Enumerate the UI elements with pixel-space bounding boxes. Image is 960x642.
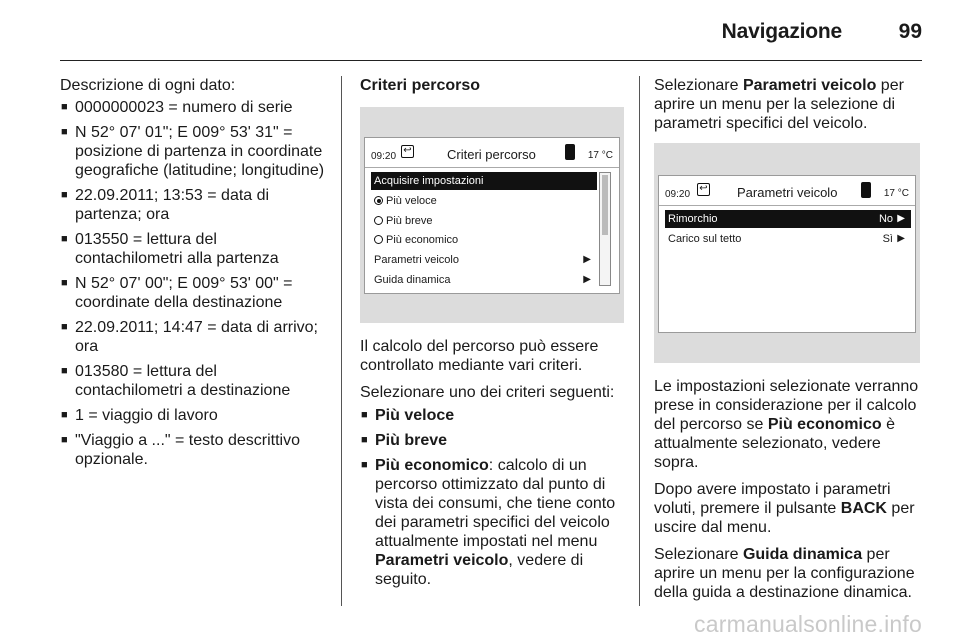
list-item: ■ "Viaggio a ..." = testo descrittivo opzionale. — [60, 431, 328, 469]
menu-item-piu-veloce[interactable]: Più veloce — [371, 192, 597, 210]
header-rule — [60, 60, 922, 61]
menu-item-piu-breve[interactable]: Più breve — [371, 212, 597, 230]
radio-selected-icon — [374, 196, 383, 205]
menu-scrollbar[interactable] — [599, 172, 611, 286]
menu-item-rimorchio[interactable]: Rimorchio No ▶ — [665, 210, 911, 228]
paragraph: Selezionare Parametri veicolo per aprire un menu per la selezione di parametri specifici del veicolo. — [654, 77, 904, 132]
thermometer-icon — [861, 182, 871, 198]
criteria-list — [360, 406, 625, 589]
chevron-right-icon: ▶ — [583, 254, 591, 265]
list-item: ■ N 52° 07' 00"; E 009° 53' 00" = coordinate della destinazione — [60, 274, 328, 312]
description-intro: Descrizione di ogni dato: — [60, 77, 236, 94]
screen-title: Criteri percorso — [447, 147, 536, 162]
paragraph: Dopo avere impostato i parametri voluti, premere il pulsante BACK per uscire dal menu. — [654, 481, 915, 536]
page-number: 99 — [898, 20, 922, 43]
list-item: ■ Più economico: calcolo di un percorso ottimizzato dal punto di vista dei consumi, che tiene conto dei parametri specifici del veicolo attualmente impostati nel menu Parametri veicolo, vedere di seguito. — [360, 456, 625, 589]
back-icon: ↩ — [697, 183, 710, 196]
paragraph: Il calcolo del percorso può essere controllato mediante vari criteri. — [360, 338, 599, 374]
screen-title: Parametri veicolo — [737, 185, 838, 200]
column-route-criteria — [360, 76, 625, 595]
screen-display — [658, 175, 916, 333]
radio-icon — [374, 235, 383, 244]
chevron-right-icon: ▶ — [897, 233, 905, 244]
list-item: ■ 0000000023 = numero di serie — [60, 98, 328, 117]
menu-item-piu-economico[interactable]: Più economico — [371, 231, 597, 249]
page-title: Navigazione — [721, 20, 842, 43]
chevron-right-icon: ▶ — [897, 213, 905, 224]
scrollbar-thumb[interactable] — [602, 175, 608, 235]
menu-item-carico-sul-tetto[interactable]: Carico sul tetto Sì ▶ — [665, 230, 911, 248]
list-item: ■ 1 = viaggio di lavoro — [60, 406, 328, 425]
menu-item-parametri-veicolo[interactable]: Parametri veicolo ▶ — [371, 251, 597, 269]
page-header — [0, 0, 960, 64]
thermometer-icon — [565, 144, 575, 160]
paragraph: Selezionare uno dei criteri seguenti: — [360, 384, 615, 401]
column-divider — [341, 76, 342, 606]
section-heading: Criteri percorso — [360, 77, 481, 94]
paragraph: Selezionare Guida dinamica per aprire un menu per la configurazione della guida a destinazione dinamica. — [654, 546, 915, 601]
menu-item-acquisire-impostazioni[interactable]: Acquisire impostazioni — [371, 172, 597, 190]
screen-temperature: 17 °C — [883, 188, 909, 199]
screen-time: 09:20 — [665, 189, 691, 200]
menu-item-guida-dinamica[interactable]: Guida dinamica ▶ — [371, 271, 597, 289]
vehicle-parameters-screen — [654, 143, 920, 363]
screen-time: 09:20 — [371, 151, 397, 162]
screen-temperature: 17 °C — [587, 150, 613, 161]
chevron-right-icon: ▶ — [583, 274, 591, 285]
list-item: ■ 013550 = lettura del contachilometri alla partenza — [60, 230, 328, 268]
list-item: ■ 013580 = lettura del contachilometri a destinazione — [60, 362, 328, 400]
screen-display — [364, 137, 620, 294]
back-icon: ↩ — [401, 145, 414, 158]
screen-status-bar — [365, 138, 619, 168]
list-item: ■ Più breve — [360, 431, 625, 450]
screen-status-bar — [659, 176, 915, 206]
list-item: ■ 22.09.2011; 13:53 = data di partenza; ora — [60, 186, 328, 224]
route-criteria-screen — [360, 107, 624, 323]
list-item: ■ 22.09.2011; 14:47 = data di arrivo; ora — [60, 318, 328, 356]
paragraph: Le impostazioni selezionate verranno prese in considerazione per il calcolo del percorso se Più economico è attualmente selezionato, vedere sopra. — [654, 378, 919, 471]
description-list — [60, 98, 328, 469]
column-vehicle-parameters — [654, 76, 924, 610]
radio-icon — [374, 216, 383, 225]
watermark: carmanualsonline.info — [694, 611, 922, 637]
list-item: ■ Più veloce — [360, 406, 625, 425]
list-item: ■ N 52° 07' 01"; E 009° 53' 31" = posizione di partenza in coordinate geografiche (latitudine; longitudine) — [60, 123, 328, 180]
column-divider — [639, 76, 640, 606]
column-data-description — [60, 76, 328, 475]
